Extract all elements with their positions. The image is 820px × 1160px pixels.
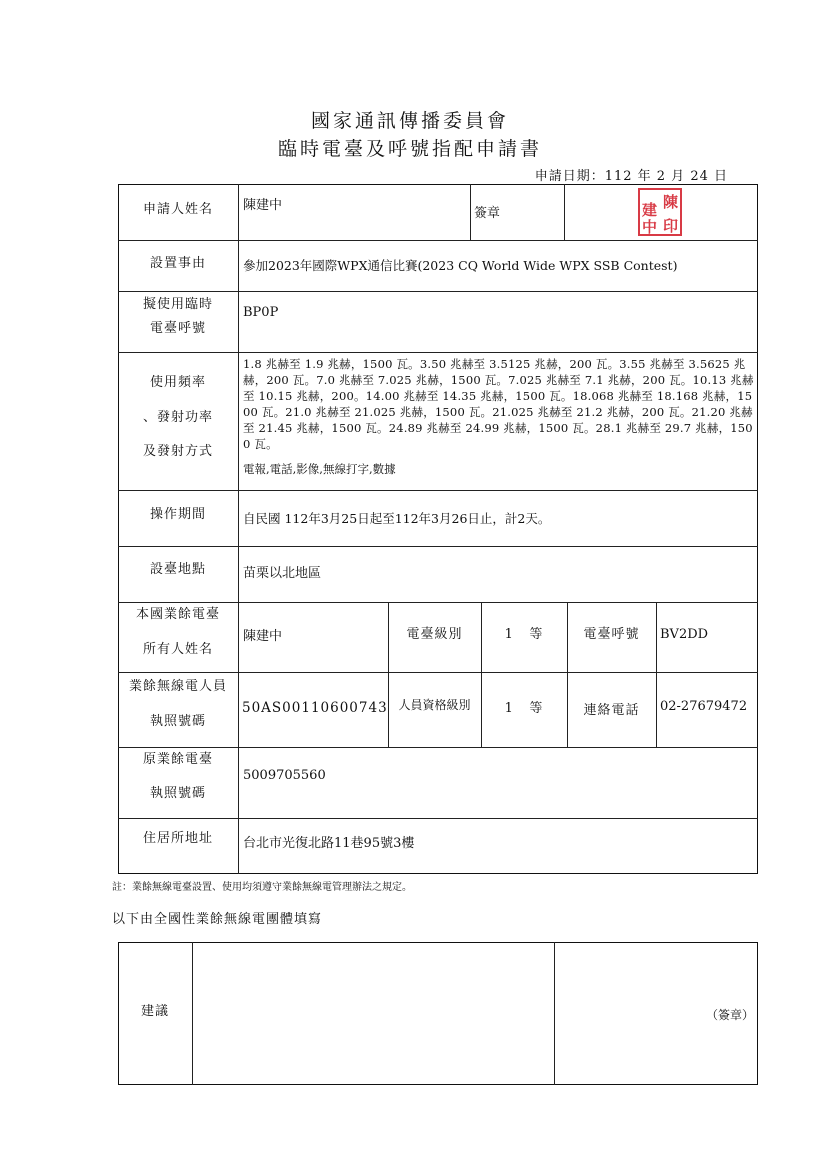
application-table: [118, 184, 758, 874]
form-title: 臨時電臺及呼號指配申請書: [277, 138, 542, 160]
station-callsign-label: 電臺呼號: [583, 627, 640, 642]
emission-label: 及發射方式: [142, 444, 213, 459]
section-heading: 以下由全國性業餘無線電團體填寫: [112, 912, 323, 927]
reason-value: 參加2023年國際WPX通信比賽(2023 CQ World Wide WPX SSB Contest): [243, 258, 678, 273]
phone-value: 02-27679472: [660, 699, 748, 714]
freq-label: 使用頻率: [149, 375, 206, 390]
stamp-char: 印: [663, 217, 679, 235]
station-license-label-2: 執照號碼: [149, 786, 206, 801]
owner-name: 陳建中: [243, 629, 283, 644]
period-label: 操作期間: [149, 507, 206, 522]
frequency-list: 1.8 兆赫至 1.9 兆赫，1500 瓦。3.50 兆赫至 3.5125 兆赫，200 瓦。3.55 兆赫至 3.5625 兆赫，200 瓦。7.0 兆赫至 7.025 兆赫，1500 瓦。7.025 兆赫至 7.1 兆赫，200 瓦。10.13 兆赫至 10.15 兆赫，200。14.00 兆赫至 14.35 兆赫，1500 瓦。18.068 兆赫至 18.168 兆赫，1500 瓦。21.0 兆赫至 21.025 兆赫，1500 瓦。21.025 兆赫至 21.2 兆赫，200 瓦。21.20 兆赫至 21.45 兆赫，1500 瓦。24.89 兆赫至 24.99 兆赫，1500 瓦。28.1 兆赫至 29.7 兆赫，1500 瓦。: [243, 357, 754, 451]
applicant-label: 申請人姓名: [142, 202, 213, 217]
phone-label: 連絡電話: [583, 703, 640, 718]
stamp-char: 陳: [663, 193, 679, 211]
address-label: 住居所地址: [142, 831, 213, 846]
applicant-name: 陳建中: [243, 198, 283, 213]
temp-callsign-label-2: 電臺呼號: [149, 321, 206, 336]
operator-class-value: 1 等: [504, 701, 544, 716]
stamp-char: 建: [642, 201, 658, 219]
temp-callsign-value: BP0P: [243, 305, 279, 320]
suggestion-table: [118, 942, 758, 1085]
stamp-char: 中: [642, 218, 658, 236]
station-class-label: 電臺級別: [406, 627, 463, 642]
operator-license-label-2: 執照號碼: [149, 714, 206, 729]
address-value: 台北市光復北路11巷95號3樓: [243, 836, 415, 851]
emission-modes: 電報,電話,影像,無線打字,數據: [243, 462, 396, 476]
owner-label: 本國業餘電臺: [135, 607, 220, 622]
sign-note: （簽章）: [706, 1008, 755, 1022]
application-date: 申請日期：112 年 2 月 24 日: [534, 169, 728, 184]
operator-license-value: 50AS00110600743: [242, 700, 388, 716]
seal-stamp: [638, 188, 682, 236]
signature-label: 簽章: [474, 206, 501, 221]
operator-license-label: 業餘無線電人員: [128, 679, 227, 694]
station-class-value: 1 等: [504, 627, 544, 642]
station-callsign-value: BV2DD: [660, 627, 709, 642]
period-value: 自民國 112年3月25日起至112年3月26日止，計2天。: [243, 511, 551, 526]
station-license-value: 5009705560: [243, 768, 326, 783]
form-title-agency: 國家通訊傳播委員會: [310, 110, 509, 132]
location-label: 設臺地點: [149, 562, 206, 577]
temp-callsign-label: 擬使用臨時: [142, 297, 213, 312]
suggestion-label: 建議: [140, 1004, 169, 1019]
owner-label-2: 所有人姓名: [142, 642, 213, 657]
power-label: 、發射功率: [142, 410, 213, 425]
operator-class-label: 人員資格級別: [398, 698, 471, 712]
footnote: 註：業餘無線電臺設置、使用均須遵守業餘無線電管理辦法之規定。: [112, 882, 412, 893]
location-value: 苗栗以北地區: [243, 566, 322, 581]
reason-label: 設置事由: [149, 256, 206, 271]
station-license-label: 原業餘電臺: [142, 752, 213, 767]
